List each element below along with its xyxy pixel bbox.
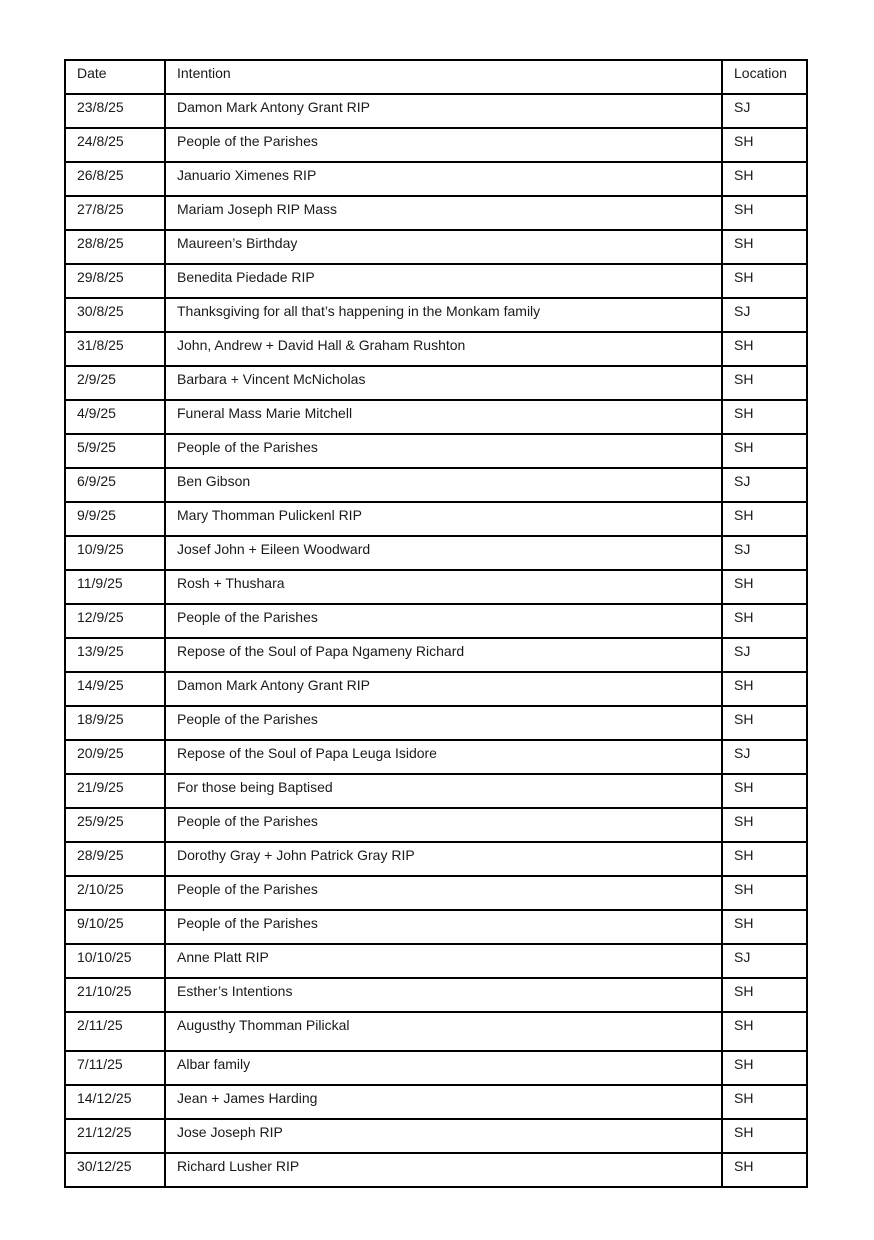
table-row <box>65 264 807 298</box>
date-cell: 9/9/25 <box>65 502 165 536</box>
intention-cell: Augusthy Thomman Pilickal <box>165 1012 722 1051</box>
table-row <box>65 706 807 740</box>
location-cell: SH <box>722 1119 807 1153</box>
intention-cell: Dorothy Gray + John Patrick Gray RIP <box>165 842 722 876</box>
intention-cell: Benedita Piedade RIP <box>165 264 722 298</box>
location-cell: SH <box>722 128 807 162</box>
date-cell: 31/8/25 <box>65 332 165 366</box>
location-cell: SH <box>722 808 807 842</box>
table-row <box>65 434 807 468</box>
intention-cell: Ben Gibson <box>165 468 722 502</box>
table-row <box>65 230 807 264</box>
location-cell: SH <box>722 366 807 400</box>
date-cell: 24/8/25 <box>65 128 165 162</box>
intention-cell: John, Andrew + David Hall & Graham Rushton <box>165 332 722 366</box>
table-row <box>65 672 807 706</box>
intention-cell: Rosh + Thushara <box>165 570 722 604</box>
intention-cell: Repose of the Soul of Papa Ngameny Richard <box>165 638 722 672</box>
table-row <box>65 910 807 944</box>
intention-cell: Anne Platt RIP <box>165 944 722 978</box>
date-cell: 27/8/25 <box>65 196 165 230</box>
date-cell: 25/9/25 <box>65 808 165 842</box>
location-cell: SH <box>722 672 807 706</box>
date-cell: 6/9/25 <box>65 468 165 502</box>
date-cell: 28/9/25 <box>65 842 165 876</box>
table-row <box>65 162 807 196</box>
intention-cell: People of the Parishes <box>165 604 722 638</box>
location-cell: SH <box>722 1085 807 1119</box>
table-row <box>65 502 807 536</box>
intention-cell: Mariam Joseph RIP Mass <box>165 196 722 230</box>
intention-cell: For those being Baptised <box>165 774 722 808</box>
intention-cell: Funeral Mass Marie Mitchell <box>165 400 722 434</box>
location-cell: SH <box>722 196 807 230</box>
table-row <box>65 1153 807 1187</box>
date-cell: 5/9/25 <box>65 434 165 468</box>
intention-cell: People of the Parishes <box>165 808 722 842</box>
table-row <box>65 128 807 162</box>
location-cell: SH <box>722 876 807 910</box>
location-cell: SJ <box>722 638 807 672</box>
date-cell: 21/9/25 <box>65 774 165 808</box>
date-cell: 2/11/25 <box>65 1012 165 1051</box>
date-cell: 21/10/25 <box>65 978 165 1012</box>
location-cell: SH <box>722 910 807 944</box>
intention-cell: Esther’s Intentions <box>165 978 722 1012</box>
header-row <box>65 60 807 94</box>
date-cell: 10/10/25 <box>65 944 165 978</box>
date-cell: 14/9/25 <box>65 672 165 706</box>
location-cell: SH <box>722 604 807 638</box>
location-cell: SH <box>722 706 807 740</box>
location-cell: SH <box>722 1051 807 1085</box>
header-date: Date <box>65 60 165 94</box>
table-row <box>65 876 807 910</box>
table-row <box>65 604 807 638</box>
location-cell: SH <box>722 502 807 536</box>
location-cell: SH <box>722 332 807 366</box>
location-cell: SH <box>722 230 807 264</box>
date-cell: 21/12/25 <box>65 1119 165 1153</box>
date-cell: 29/8/25 <box>65 264 165 298</box>
table-row <box>65 978 807 1012</box>
intention-cell: People of the Parishes <box>165 910 722 944</box>
mass-intentions-table <box>64 59 808 1188</box>
location-cell: SH <box>722 842 807 876</box>
date-cell: 10/9/25 <box>65 536 165 570</box>
table-row <box>65 808 807 842</box>
intention-cell: Repose of the Soul of Papa Leuga Isidore <box>165 740 722 774</box>
table-row <box>65 468 807 502</box>
date-cell: 2/10/25 <box>65 876 165 910</box>
intention-cell: Mary Thomman Pulickenl RIP <box>165 502 722 536</box>
intention-cell: Barbara + Vincent McNicholas <box>165 366 722 400</box>
location-cell: SJ <box>722 94 807 128</box>
intention-cell: Damon Mark Antony Grant RIP <box>165 94 722 128</box>
date-cell: 12/9/25 <box>65 604 165 638</box>
intention-cell: People of the Parishes <box>165 128 722 162</box>
table-row <box>65 332 807 366</box>
location-cell: SJ <box>722 536 807 570</box>
intention-cell: Jose Joseph RIP <box>165 1119 722 1153</box>
header-location: Location <box>722 60 807 94</box>
location-cell: SH <box>722 978 807 1012</box>
date-cell: 7/11/25 <box>65 1051 165 1085</box>
date-cell: 2/9/25 <box>65 366 165 400</box>
location-cell: SH <box>722 774 807 808</box>
date-cell: 23/8/25 <box>65 94 165 128</box>
intention-cell: People of the Parishes <box>165 876 722 910</box>
table-row <box>65 1012 807 1051</box>
table-row <box>65 842 807 876</box>
date-cell: 28/8/25 <box>65 230 165 264</box>
table-row <box>65 536 807 570</box>
table-row <box>65 1051 807 1085</box>
location-cell: SH <box>722 162 807 196</box>
date-cell: 18/9/25 <box>65 706 165 740</box>
intention-cell: People of the Parishes <box>165 706 722 740</box>
table-row <box>65 94 807 128</box>
table-row <box>65 1119 807 1153</box>
header-intention: Intention <box>165 60 722 94</box>
date-cell: 30/12/25 <box>65 1153 165 1187</box>
table-row <box>65 1085 807 1119</box>
intention-cell: Richard Lusher RIP <box>165 1153 722 1187</box>
table-body <box>65 60 807 1187</box>
location-cell: SH <box>722 570 807 604</box>
location-cell: SH <box>722 264 807 298</box>
date-cell: 9/10/25 <box>65 910 165 944</box>
table-row <box>65 774 807 808</box>
intention-cell: Jean + James Harding <box>165 1085 722 1119</box>
location-cell: SH <box>722 400 807 434</box>
location-cell: SH <box>722 1153 807 1187</box>
location-cell: SJ <box>722 298 807 332</box>
intention-cell: Josef John + Eileen Woodward <box>165 536 722 570</box>
table-row <box>65 740 807 774</box>
table-row <box>65 400 807 434</box>
table-row <box>65 298 807 332</box>
table-row <box>65 196 807 230</box>
location-cell: SH <box>722 434 807 468</box>
intention-cell: Albar family <box>165 1051 722 1085</box>
intention-cell: Maureen’s Birthday <box>165 230 722 264</box>
table-row <box>65 638 807 672</box>
table-row <box>65 944 807 978</box>
location-cell: SJ <box>722 468 807 502</box>
table-row <box>65 570 807 604</box>
date-cell: 20/9/25 <box>65 740 165 774</box>
date-cell: 30/8/25 <box>65 298 165 332</box>
intention-cell: Januario Ximenes RIP <box>165 162 722 196</box>
location-cell: SJ <box>722 944 807 978</box>
date-cell: 26/8/25 <box>65 162 165 196</box>
location-cell: SJ <box>722 740 807 774</box>
date-cell: 13/9/25 <box>65 638 165 672</box>
intention-cell: Damon Mark Antony Grant RIP <box>165 672 722 706</box>
date-cell: 14/12/25 <box>65 1085 165 1119</box>
date-cell: 4/9/25 <box>65 400 165 434</box>
intention-cell: Thanksgiving for all that’s happening in the Monkam family <box>165 298 722 332</box>
date-cell: 11/9/25 <box>65 570 165 604</box>
location-cell: SH <box>722 1012 807 1051</box>
table-row <box>65 366 807 400</box>
intention-cell: People of the Parishes <box>165 434 722 468</box>
